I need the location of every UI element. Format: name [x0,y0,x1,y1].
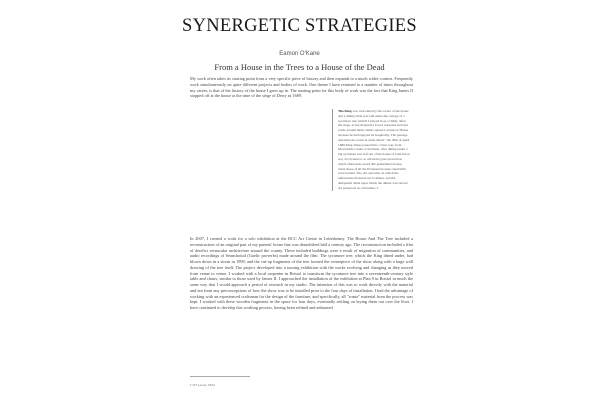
author-name: Eamon O'Kane [279,51,320,57]
footnote-divider [190,376,250,377]
footnote: 1 WT Lenett, 1823 [190,383,215,387]
block-quote [332,109,410,191]
article-subtitle: From a House in the Trees to a House of the Dead [214,62,385,72]
body-paragraph-1: My work often takes its starting point from a very specific piece of history and then expands to a much wider context. Frequently work simultaneously on quite different projects and bodies of work. One theme I have returned to a number of times throughout my career, is that of the history of the house I grew up in. The starting point for this body of work was the fact that King James II stopped off at the house at the time of the siege of Derry in 1689. [190,76,413,99]
page-title: SYNERGETIC STRATEGIES [182,16,417,36]
quote-text: was welcomed by the owner of the house and a dining table was laid under the canopy of a sycamore tree (which I played in as a child). After the siege, as the monarch's forces retreated and laid waste around them, James spared Cavanacor House because he had enjoyed its hospitality. The passage describes the event in some detail: "On 20th of April 1689 King James passed thro' on his way from Movanville Castle to Strabane, after dining under a big sycamore tree in front of the house of John Keon esq. at Cavanacor, to whom he gave protection, which afterwards saved this gentleman's house, when those of all the Protestant houses round him were burned. The old oak table on which the unfortunate monarch sat to dinner, and the antiquated china upon which the dinner was served are preserved as curiosities."1 [338,109,410,190]
quote-lead: The King [338,109,352,113]
body-paragraph-2: In 2007, I created a work for a solo exhibition at the RCC Art Centre in Letterkenny. The House And The Tree included a reconstruction of an original part of my parents' house that was demolished half a century ago. The reconstruction included a film of derelict vernacular architecture around the county. These included buildings were a result of migration of communities, and audio recordings of Seanchoiuil (Gaelic proverbs) made around the film. The sycamore tree, which the King dined under, had blown down in a storm in 1999, and the cut-up fragments of the tree formed the centrepiece of the show along with a large wall drawing of the tree itself. The project developed into a touring exhibition with the works evolving and changing as they moved from venue to venue. I worked with a local carpenter in Bristol to transform the sycamore tree into a seventeenth-century style table and chairs, similar to those used by James II. I approached the installation of the exhibition at Plan 9 in Bristol in much the same way that I would approach a period of research in my studio. The intention of this was to work directly with the material and not form any preconceptions of how the show was to be installed prior to the four days of installation. I had the advantage of working with an experienced craftsman for the design of the furniture, and specifically, all "waste" material from the process was kept. I worked with these wooden fragments in the space for four days, eventually settling on laying them out over the floor. I have continued to develop this working process, having been refined and enhanced [190,236,413,310]
